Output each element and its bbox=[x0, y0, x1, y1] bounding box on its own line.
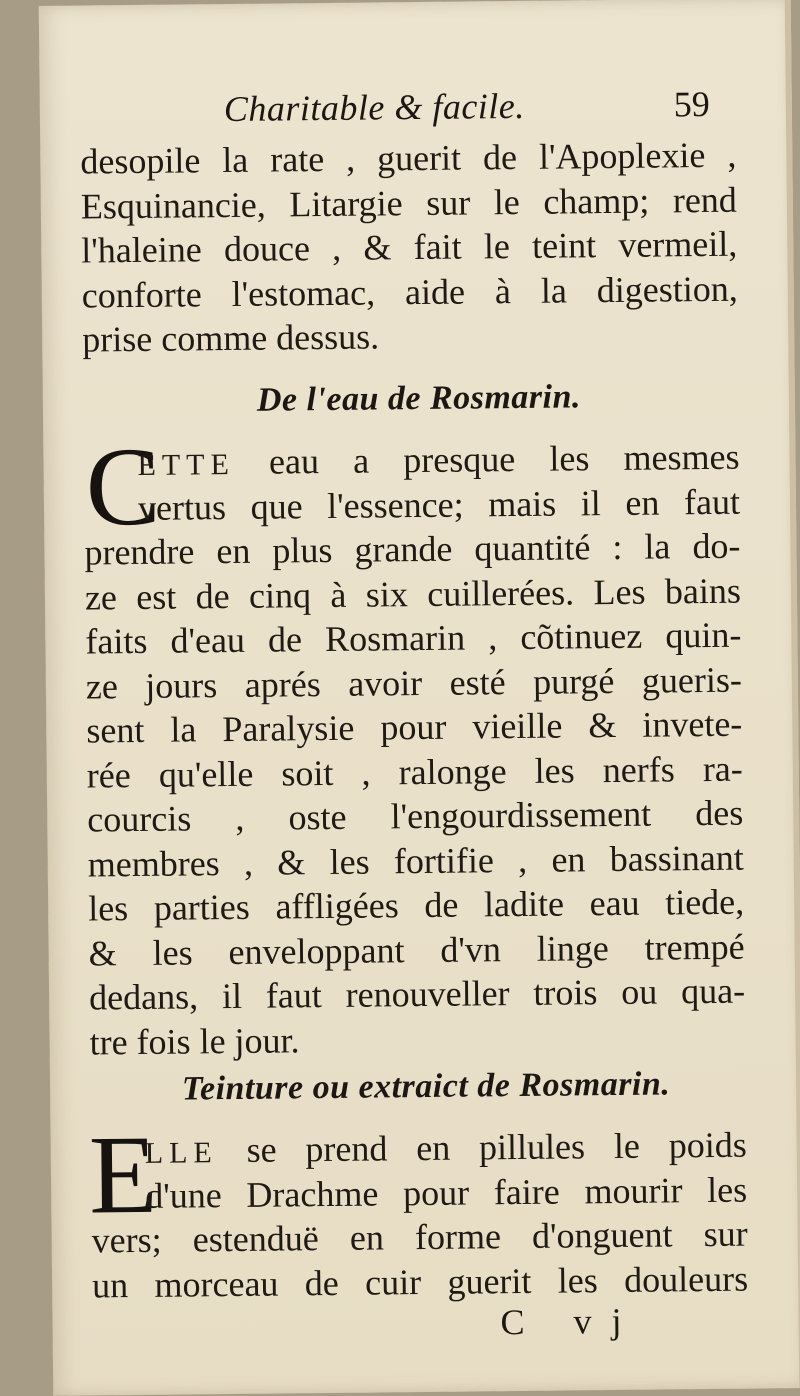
drop-cap-e: E bbox=[88, 1112, 159, 1238]
section-heading-eau: De l'eau de Rosmarin. bbox=[256, 378, 582, 419]
first-line-rest: se prend en pillules le poids bbox=[246, 1124, 747, 1170]
text-line: dedans, il faut renouveller trois ou qua- bbox=[88, 970, 746, 1018]
text-line: sent la Paralysie pour vieille & invete- bbox=[86, 703, 743, 751]
book-page bbox=[39, 0, 800, 1396]
text-line: l'haleine douce , & fait le teint vermeil, bbox=[81, 223, 738, 271]
text-line: prise comme dessus. bbox=[82, 316, 380, 360]
section-heading-teinture: Teinture ou extraict de Rosmarin. bbox=[181, 1065, 671, 1108]
text-line: desopile la rate , guerit de l'Apoplexie , bbox=[80, 134, 737, 182]
text-line: ze est de cinq à six cuillerées. Les bains bbox=[84, 570, 742, 618]
text-line: & les enveloppant d'vn linge trempé bbox=[88, 926, 745, 974]
text-line: tre fois le jour. bbox=[89, 1019, 300, 1062]
page-edge bbox=[785, 0, 800, 1388]
text-line: rée qu'elle soit , ralonge les nerfs ra- bbox=[86, 748, 743, 796]
text-line: les parties affligées de ladite eau tiede, bbox=[87, 881, 745, 929]
first-word: LLE bbox=[144, 1136, 218, 1170]
page-number: 59 bbox=[673, 83, 711, 125]
text-line: d'une Drachme pour faire mourir les bbox=[144, 1169, 748, 1216]
text-line: membres , & les fortifie , en bassinant bbox=[87, 837, 744, 885]
text-line: faits d'eau de Rosmarin , cõtinuez quin- bbox=[85, 614, 742, 662]
signature-mark: C vj bbox=[500, 1300, 642, 1343]
text-line: vers; estenduë en forme d'onguent sur bbox=[91, 1213, 748, 1261]
first-line-rest: eau a presque les mesmes bbox=[268, 436, 740, 482]
text-line: courcis , oste l'engourdissement des bbox=[87, 792, 744, 840]
text-line bbox=[83, 435, 739, 486]
text-line: conforte l'estomac, aide à la digestion, bbox=[81, 268, 738, 316]
drop-cap-c: C bbox=[85, 424, 162, 550]
section2-paragraph bbox=[91, 1123, 749, 1308]
running-header bbox=[40, 82, 792, 140]
first-word: ETTE bbox=[137, 447, 236, 482]
text-line: vertus que l'essence; mais il en faut bbox=[137, 481, 741, 528]
intro-paragraph bbox=[80, 133, 738, 362]
header-title: Charitable & facile. bbox=[223, 85, 526, 130]
section1-paragraph bbox=[83, 435, 745, 1065]
text-line: un morceau de cuir guerit les douleurs bbox=[91, 1258, 749, 1305]
text-line: Esquinancie, Litargie sur le champ; rend bbox=[80, 179, 738, 227]
text-line: ze jours aprés avoir esté purgé gueris- bbox=[85, 659, 743, 707]
text-line bbox=[91, 1123, 747, 1174]
text-line: prendre en plus grande quantité : la do- bbox=[84, 525, 741, 573]
